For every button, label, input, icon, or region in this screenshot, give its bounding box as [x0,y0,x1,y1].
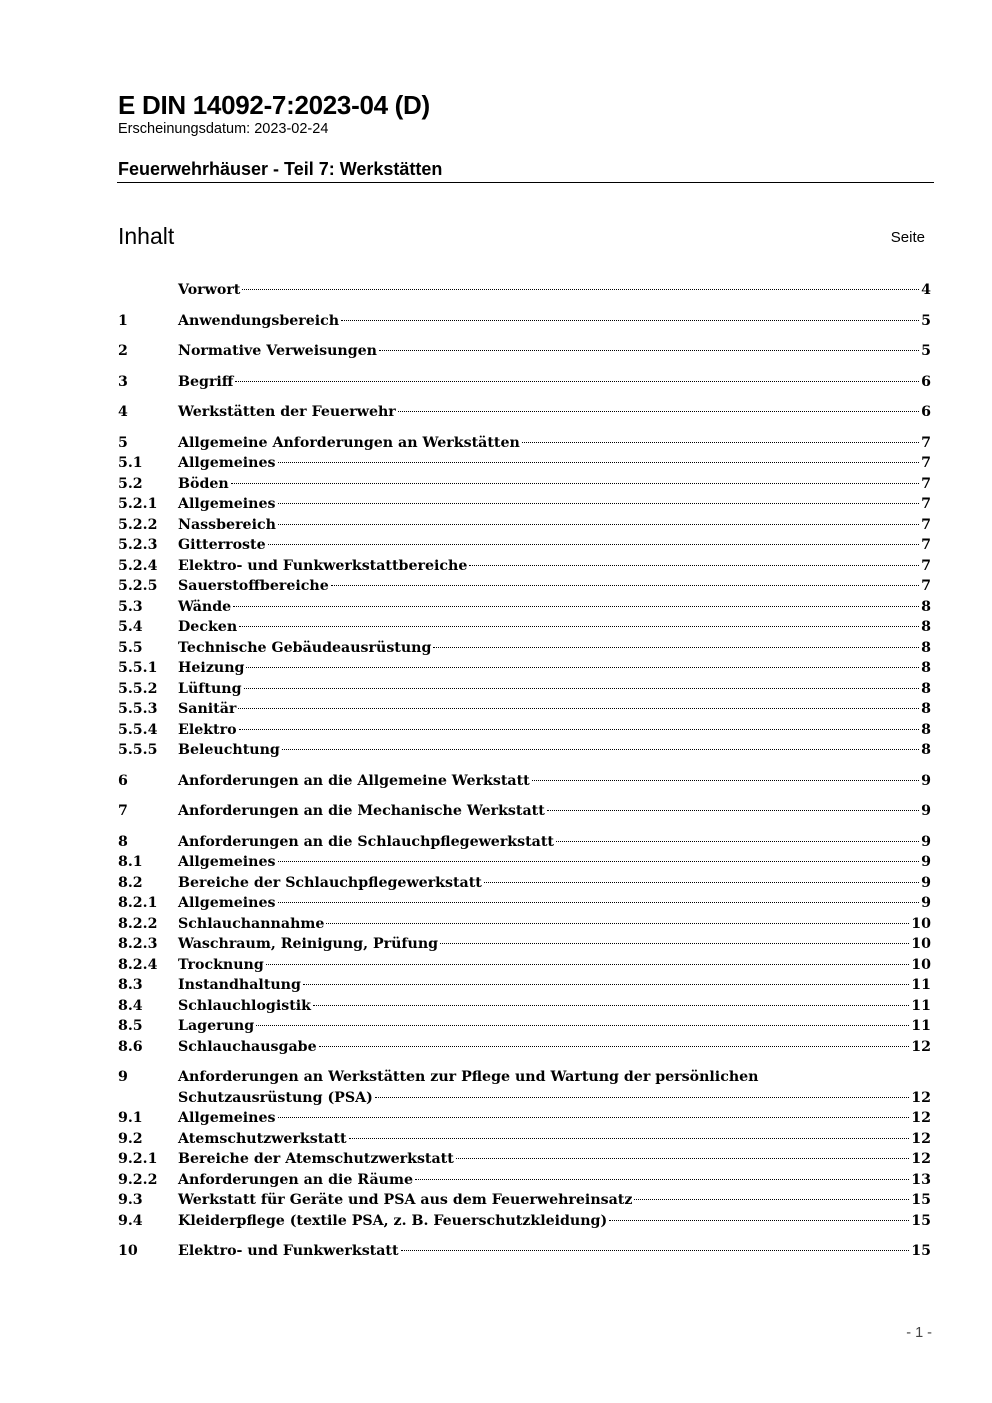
toc-entry[interactable] [118,311,931,332]
toc-dot-leader [349,1138,910,1139]
toc-entry-page: 5 [921,312,931,329]
toc-entry-number: 8.2.2 [118,915,158,932]
toc-entry-page: 7 [921,496,931,512]
toc-entry-page: 9 [921,772,931,789]
document-id: E DIN 14092-7:2023-04 (D) [118,90,430,120]
toc-entry-title: Wände [178,598,232,615]
toc-entry-number: 5.2 [118,475,143,492]
toc-entry-title: Anforderungen an die Räume [178,1171,414,1188]
toc-entry-title: Allgemeines [178,854,276,870]
toc-entry[interactable] [118,1190,931,1211]
toc-entry-number: 7 [118,803,128,819]
toc-entry[interactable] [118,556,931,577]
toc-entry[interactable] [118,934,931,955]
toc-entry-number: 1 [118,312,128,329]
page-column-label: Seite [890,229,925,246]
toc-entry-number: 5.5.1 [118,660,158,676]
toc-entry-number: 8.4 [118,997,143,1014]
toc-entry-title: Heizung [178,660,245,676]
toc-entry-page: 15 [911,1212,931,1229]
toc-dot-leader [433,647,919,648]
toc-entry-title: Werkstatt für Geräte und PSA aus dem Feuerwehreinsatz [178,1192,633,1208]
toc-entry-page: 6 [921,404,931,420]
toc-entry-title: Anforderungen an Werkstätten zur Pflege und Wartung der persönlichen [178,1069,759,1085]
toc-entry-title: Begriff [178,373,234,390]
toc-dot-leader [238,708,919,709]
toc-entry-number: 5.5.4 [118,721,158,738]
toc-dot-leader [278,524,919,525]
toc-entry[interactable] [118,679,931,700]
toc-entry-page: 12 [911,1151,931,1167]
toc-entry-title: Sanitär [178,701,237,717]
toc-dot-leader [233,606,919,607]
toc-entry-title: Sauerstoffbereiche [178,578,329,594]
toc-entry-title: Gitterroste [178,537,266,553]
toc-dot-leader [341,320,919,321]
toc-entry[interactable] [118,576,931,597]
toc-entry-page: 12 [911,1089,931,1106]
toc-entry-page: 12 [911,1038,931,1055]
toc-dot-leader [235,381,919,382]
toc-dot-leader [244,688,920,689]
toc-entry-page: 10 [911,936,931,952]
toc-dot-leader [379,350,919,351]
toc-entry[interactable] [118,402,931,423]
toc-entry[interactable] [118,372,931,393]
toc-entry-page: 7 [921,434,931,451]
toc-dot-leader [415,1179,909,1180]
toc-entry-number: 9.2.1 [118,1151,158,1167]
toc-entry[interactable] [118,1129,931,1150]
toc-entry-page: 9 [921,854,931,870]
toc-entry-number: 5 [118,434,128,451]
toc-entry-title: Werkstätten der Feuerwehr [178,404,396,420]
toc-entry-number: 9.2 [118,1130,143,1147]
toc-entry-number: 9.4 [118,1212,143,1229]
toc-entry[interactable] [118,453,931,474]
toc-dot-leader [469,565,919,566]
toc-entry-number: 4 [118,404,128,420]
toc-dot-leader [331,585,919,586]
toc-entry[interactable] [118,996,931,1017]
toc-dot-leader [278,503,920,504]
toc-dot-leader [398,411,919,412]
toc-entry-page: 8 [921,598,931,615]
toc-entry[interactable] [118,474,931,495]
toc-dot-leader [231,483,919,484]
toc-entry-number: 8.1 [118,854,143,870]
toc-entry-number: 5.2.1 [118,496,158,512]
toc-entry-number: 8.2.3 [118,936,158,952]
toc-entry[interactable] [118,597,931,618]
toc-entry-page: 13 [911,1171,931,1188]
toc-dot-leader [375,1097,909,1098]
toc-dot-leader [556,841,919,842]
toc-entry-title: Bereiche der Atemschutzwerkstatt [178,1151,454,1167]
toc-entry-title: Anforderungen an die Schlauchpflegewerkstatt [178,833,554,850]
toc-dot-leader [239,626,919,627]
toc-entry[interactable] [118,1016,931,1037]
toc-entry-page: 8 [921,742,931,758]
toc-entry-title: Beleuchtung [178,742,280,758]
toc-entry-page: 7 [921,516,931,533]
toc-entry-title: Normative Verweisungen [178,343,377,359]
toc-entry-title: Allgemeine Anforderungen an Werkstätten [178,434,520,451]
toc-entry[interactable] [118,699,931,720]
toc-entry-page: 11 [911,997,931,1014]
toc-entry-number: 9.1 [118,1110,143,1126]
toc-entry-page: 12 [911,1130,931,1147]
toc-entry-title: Elektro- und Funkwerkstatt [178,1243,399,1259]
toc-dot-leader [326,923,909,924]
toc-entry-number: 8.2.1 [118,895,158,911]
toc-entry-number: 5.3 [118,598,143,615]
toc-entry[interactable] [118,893,931,914]
toc-dot-leader [242,289,919,290]
toc-entry-title: Decken [178,619,238,635]
toc-entry-title: Schlauchausgabe [178,1038,317,1055]
toc-entry[interactable] [118,515,931,536]
toc-entry-page: 11 [911,1018,931,1034]
toc-dot-leader [484,882,919,883]
toc-entry[interactable] [118,658,931,679]
table-of-contents [118,280,931,1262]
toc-dot-leader [282,749,919,750]
toc-dot-leader [401,1250,910,1251]
toc-entry-number: 5.5.5 [118,742,158,758]
toc-entry-page: 9 [921,833,931,850]
toc-entry[interactable] [118,720,931,741]
toc-entry-page: 9 [921,803,931,819]
toc-entry-number: 9.2.2 [118,1171,158,1188]
toc-entry[interactable] [118,832,931,853]
toc-entry-number: 9 [118,1069,128,1085]
toc-entry-number: 5.2.2 [118,516,158,533]
toc-dot-leader [547,810,919,811]
toc-entry[interactable] [118,1067,931,1108]
toc-heading: Inhalt [118,223,175,249]
toc-entry-number: 5.2.3 [118,537,158,553]
toc-entry-title: Böden [178,475,229,492]
toc-entry-page: 10 [911,915,931,932]
toc-entry-number: 5.1 [118,455,143,471]
toc-dot-leader [532,780,919,781]
toc-entry-number: 10 [118,1243,138,1259]
toc-entry-page: 15 [911,1192,931,1208]
toc-entry-title: Allgemeines [178,496,276,512]
toc-dot-leader [246,667,919,668]
toc-entry-title: Instandhaltung [178,977,301,993]
toc-dot-leader [319,1046,910,1047]
toc-entry-page: 5 [921,343,931,359]
toc-entry-title: Nassbereich [178,516,276,533]
title-divider [117,182,934,183]
toc-entry-page: 6 [921,373,931,390]
toc-entry-page: 7 [921,537,931,553]
toc-entry-page: 12 [911,1110,931,1126]
toc-entry[interactable] [118,1108,931,1129]
toc-entry-number: 5.5.3 [118,701,158,717]
toc-entry[interactable] [118,873,931,894]
toc-dot-leader [278,462,920,463]
toc-entry[interactable] [118,801,931,822]
toc-entry-page: 10 [911,956,931,973]
page-number: - 1 - [906,1325,932,1341]
toc-entry[interactable] [118,1241,931,1262]
toc-dot-leader [268,544,920,545]
toc-entry[interactable] [118,341,931,362]
toc-entry-number: 8 [118,833,128,850]
toc-entry-title: Anforderungen an die Allgemeine Werkstatt [178,772,530,789]
toc-entry[interactable] [118,771,931,792]
toc-entry[interactable] [118,1037,931,1058]
toc-entry-number: 8.2.4 [118,956,158,973]
toc-entry-page: 9 [921,895,931,911]
toc-entry-page: 7 [921,475,931,492]
toc-entry-number: 8.5 [118,1018,143,1034]
toc-entry-page: 8 [921,660,931,676]
toc-entry-number: 5.2.4 [118,557,158,574]
toc-entry-page: 7 [921,455,931,471]
toc-entry-title: Elektro- und Funkwerkstattbereiche [178,557,468,574]
toc-entry-title: Atemschutzwerkstatt [178,1130,347,1147]
toc-entry-title: Vorwort [178,282,241,298]
toc-entry-number: 2 [118,343,128,359]
toc-entry-title: Allgemeines [178,895,276,911]
toc-dot-leader [266,964,909,965]
toc-dot-leader [278,902,920,903]
toc-entry-title: Elektro [178,721,237,738]
toc-entry-number: 6 [118,772,128,789]
toc-dot-leader [278,861,920,862]
toc-entry[interactable] [118,1149,931,1170]
toc-entry-page: 7 [921,578,931,594]
toc-entry-number: 3 [118,373,128,390]
toc-entry-number: 9.3 [118,1192,143,1208]
toc-entry-title: Waschraum, Reinigung, Prüfung [178,936,439,952]
publication-date: Erscheinungsdatum: 2023-02-24 [118,121,329,137]
toc-entry-title: Schlauchannahme [178,915,325,932]
toc-entry-title: Allgemeines [178,455,276,471]
toc-entry-title: Schlauchlogistik [178,997,311,1014]
toc-dot-leader [303,984,909,985]
toc-entry-number: 5.2.5 [118,578,158,594]
toc-entry[interactable] [118,280,931,301]
toc-entry-page: 8 [921,701,931,717]
toc-entry[interactable] [118,638,931,659]
toc-dot-leader [634,1199,909,1200]
toc-entry-title: Technische Gebäudeausrüstung [178,639,432,656]
toc-entry[interactable] [118,975,931,996]
toc-dot-leader [440,943,909,944]
toc-entry-page: 15 [911,1243,931,1259]
toc-entry-title-continuation: Schutzausrüstung (PSA) [178,1089,373,1106]
toc-entry-page: 11 [911,977,931,993]
toc-entry-number: 5.5.2 [118,680,158,697]
toc-entry-number: 5.5 [118,639,143,656]
toc-dot-leader [456,1158,909,1159]
toc-entry-title: Anforderungen an die Mechanische Werkstatt [178,803,545,819]
toc-entry-page: 4 [921,282,931,298]
toc-dot-leader [256,1025,909,1026]
toc-entry[interactable] [118,1211,931,1232]
toc-entry-title: Allgemeines [178,1110,276,1126]
toc-entry-title: Anwendungsbereich [178,312,340,329]
toc-entry-page: 8 [921,639,931,656]
toc-entry[interactable] [118,914,931,935]
toc-entry-page: 9 [921,874,931,891]
toc-dot-leader [522,442,919,443]
toc-entry-number: 8.2 [118,874,143,891]
toc-entry[interactable] [118,740,931,761]
toc-entry-title: Trocknung [178,956,264,973]
document-subtitle: Feuerwehrhäuser - Teil 7: Werkstätten [118,159,443,179]
toc-entry-page: 8 [921,680,931,697]
toc-entry-page: 8 [921,619,931,635]
toc-entry-page: 7 [921,557,931,574]
toc-entry[interactable] [118,1170,931,1191]
toc-entry[interactable] [118,535,931,556]
toc-entry-number: 5.4 [118,619,143,635]
toc-entry[interactable] [118,617,931,638]
toc-entry-title: Lüftung [178,680,242,697]
toc-entry-title: Kleiderpflege (textile PSA, z. B. Feuerschutzkleidung) [178,1212,608,1229]
toc-entry-number: 8.6 [118,1038,143,1055]
toc-dot-leader [278,1117,910,1118]
toc-entry[interactable] [118,494,931,515]
toc-entry-number: 8.3 [118,977,143,993]
toc-entry-page: 8 [921,721,931,738]
toc-entry-title: Bereiche der Schlauchpflegewerkstatt [178,874,482,891]
toc-entry[interactable] [118,852,931,873]
toc-dot-leader [239,729,920,730]
toc-dot-leader [313,1005,909,1006]
toc-dot-leader [609,1220,909,1221]
toc-entry[interactable] [118,433,931,454]
toc-entry[interactable] [118,955,931,976]
toc-entry-title: Lagerung [178,1018,255,1034]
